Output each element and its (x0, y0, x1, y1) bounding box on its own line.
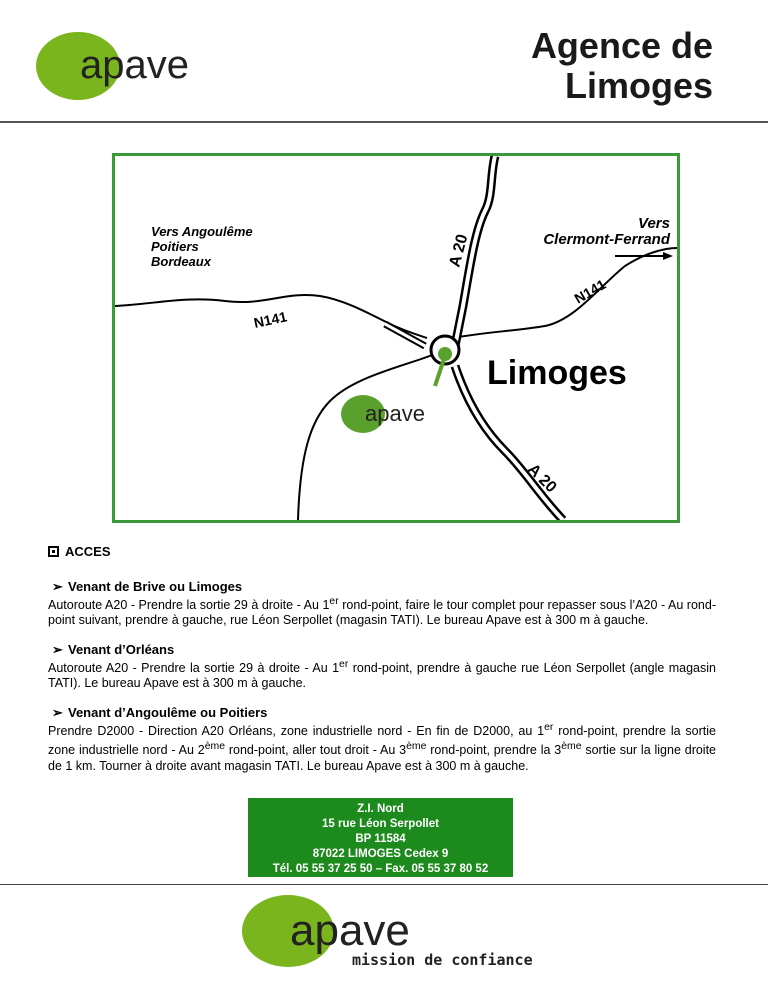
route-title (52, 705, 716, 720)
label-vers: Vers (638, 215, 670, 232)
apave-logo (36, 28, 246, 104)
access-section (48, 544, 716, 788)
label-a20-south: A 20 (524, 460, 560, 497)
access-map (112, 153, 680, 523)
route-description: Prendre D2000 - Direction A20 Orléans, zone industrielle nord - En fin de D2000, au 1er rond-point, prendre la sortie zone industrielle nord - Au 2ème rond-point, aller tout droit - Au 3ème rond-point, prendre la 3ème sortie sur la ligne droite de 1 km. Tourner à droite avant magasin TATI. Le bureau Apave est à 300 m à gauche. (48, 722, 717, 773)
label-bordeaux: Bordeaux (151, 254, 211, 269)
route-description: Autoroute A20 - Prendre la sortie 29 à droite - Au 1er rond-point, prendre à gauche rue Léon Serpollet (angle magasin TATI). Le bureau Apave est à 300 m à gauche. (48, 659, 716, 691)
square-bullet-icon (48, 546, 59, 557)
arrow-bullet-icon: ➢ (52, 579, 63, 594)
address-line-2: 15 rue Léon Serpollet (322, 818, 439, 830)
label-n141-east: N141 (571, 276, 609, 307)
label-a20-north: A 20 (446, 232, 472, 270)
label-n141-west: N141 (252, 308, 289, 331)
route-description: Autoroute A20 - Prendre la sortie 29 à droite - Au 1er rond-point, faire le tour complet pour repasser sous l’A20 - Au rond-point suivant, prendre à gauche, rue Léon Serpollet (magasin TATI). Le bureau Apave est à 300 m à gauche. (48, 596, 716, 628)
arrow-bullet-icon: ➢ (52, 705, 63, 721)
section-heading-text: ACCES (65, 544, 111, 559)
route-title (52, 579, 716, 594)
road-n141-east (453, 248, 677, 338)
address-line-1: Z.I. Nord (357, 803, 404, 815)
address-line-3: BP 11584 (355, 833, 406, 845)
label-clermont: Clermont-Ferrand (543, 231, 670, 248)
route-item (48, 705, 716, 773)
map-drawing (115, 156, 677, 520)
address-box (248, 798, 513, 877)
map-logo-text: apave (365, 401, 425, 426)
label-vers-angouleme: Vers Angoulême (151, 224, 253, 239)
label-poitiers: Poitiers (151, 239, 199, 254)
label-city-limoges: Limoges (487, 354, 627, 392)
logo-text: apave (80, 43, 189, 87)
route-item (48, 642, 716, 691)
footer-divider (0, 884, 768, 885)
page-title (531, 26, 713, 106)
route-title-text: Venant de Brive ou Limoges (68, 579, 243, 594)
title-line-2: Limoges (564, 65, 713, 106)
header-divider (0, 121, 768, 123)
road-south-west (298, 354, 435, 520)
section-heading (48, 544, 716, 559)
footer-logo-text: apave (290, 906, 410, 955)
address-line-5: Tél. 05 55 37 25 50 – Fax. 05 55 37 80 52 (272, 863, 489, 875)
route-item (48, 579, 716, 628)
footer-tagline: mission de confiance (352, 951, 533, 969)
location-pin (438, 347, 452, 361)
route-title-text: Venant d’Orléans (68, 642, 175, 658)
route-title-text: Venant d’Angoulême ou Poitiers (68, 705, 268, 721)
address-line-4: 87022 LIMOGES Cedex 9 (312, 848, 449, 860)
arrow-bullet-icon: ➢ (52, 642, 63, 658)
arrow-head-icon (663, 252, 673, 260)
title-line-1: Agence de (530, 25, 713, 66)
route-title (52, 642, 716, 657)
routes-list (48, 579, 716, 774)
footer-apave-logo (240, 893, 540, 973)
